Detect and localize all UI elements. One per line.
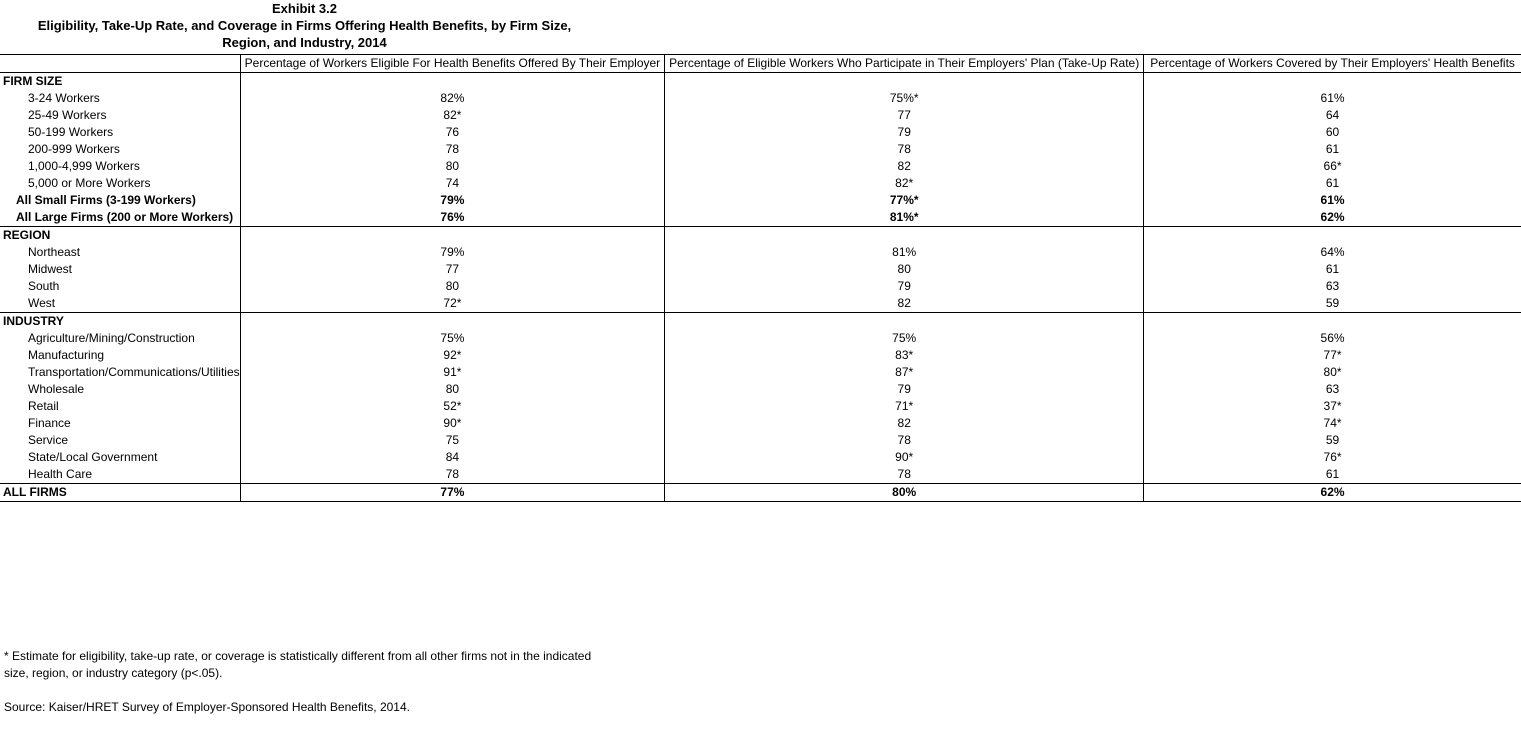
row-label: State/Local Government [0,449,240,466]
column-header-eligible: Percentage of Workers Eligible For Health Benefits Offered By Their Employer [240,55,665,73]
takeup-value: 87* [665,364,1144,381]
row-label: Service [0,432,240,449]
empty-cell [240,227,665,245]
covered-value: 63 [1325,279,1340,293]
column-header-row [0,55,1521,73]
eligible-value: 80 [445,159,460,173]
takeup-value: 81% [665,244,1144,261]
table-row [0,158,1521,175]
table-row [0,415,1521,432]
empty-cell [665,313,1144,331]
covered-value: 62% [1144,484,1521,502]
table-row [0,261,1521,278]
exhibit-number: Exhibit 3.2 [271,1,338,16]
takeup-value: 90* [665,449,1144,466]
takeup-value: 81%* [665,209,1144,227]
covered-value: 66* [1323,159,1342,173]
covered-value: 62% [1320,210,1345,224]
row-label: West [0,295,240,313]
table-row [0,432,1521,449]
eligible-value: 92* [443,348,462,362]
eligible-value: 82% [440,91,465,105]
table-row [0,466,1521,484]
eligible-value: 82* [443,108,462,122]
section-heading-label: REGION [0,227,240,245]
covered-value: 37* [1323,399,1342,413]
covered-value: 61% [1320,91,1345,105]
exhibit-title-line-2: Region, and Industry, 2014 [222,35,387,50]
eligible-value: 74 [445,176,460,190]
covered-value: 74* [1323,416,1342,430]
eligible-value: 90* [443,416,462,430]
row-label: All Small Firms (3-199 Workers) [0,192,240,209]
takeup-value: 71* [665,398,1144,415]
table-row [0,124,1521,141]
table-row [0,107,1521,124]
section-region [0,227,1521,245]
row-label: 3-24 Workers [0,90,240,107]
takeup-value: 75% [665,330,1144,347]
table-row [0,295,1521,313]
takeup-value: 82 [665,158,1144,175]
eligible-value: 79% [440,193,465,207]
section-firm-size [0,73,1521,91]
covered-value: 64 [1325,108,1340,122]
covered-value: 56% [1320,331,1345,345]
row-label: 1,000-4,999 Workers [0,158,240,175]
table-row [0,244,1521,261]
covered-value: 64% [1320,245,1345,259]
exhibit-title-block [0,0,609,51]
row-label: ALL FIRMS [0,484,240,502]
takeup-value: 82* [665,175,1144,192]
empty-cell [240,73,665,91]
covered-value: 59 [1325,433,1340,447]
takeup-value: 79 [665,381,1144,398]
covered-value: 77* [1323,348,1342,362]
section-heading-label: FIRM SIZE [0,73,240,91]
row-label: Manufacturing [0,347,240,364]
column-header-takeup: Percentage of Eligible Workers Who Participate in Their Employers' Plan (Take-Up Rate) [665,55,1144,73]
takeup-value: 82 [665,415,1144,432]
table-row [0,90,1521,107]
data-table [0,54,1521,502]
covered-value: 76* [1323,450,1342,464]
row-label: 50-199 Workers [0,124,240,141]
takeup-value: 78 [665,432,1144,449]
eligible-value: 76% [440,210,465,224]
covered-value: 80* [1323,365,1342,379]
empty-cell [1144,313,1521,331]
takeup-value: 75%* [665,90,1144,107]
table-row [0,347,1521,364]
row-label: All Large Firms (200 or More Workers) [0,209,240,227]
eligible-value: 84 [445,450,460,464]
eligible-value: 77 [445,262,460,276]
source-note: Source: Kaiser/HRET Survey of Employer-Sponsored Health Benefits, 2014. [4,700,410,714]
row-label: Wholesale [0,381,240,398]
covered-value: 61 [1325,467,1340,481]
eligible-value: 78 [445,467,460,481]
table-row [0,141,1521,158]
covered-value: 61 [1325,142,1340,156]
covered-value: 61 [1325,262,1340,276]
eligible-value: 76 [445,125,460,139]
eligible-value: 80 [445,279,460,293]
eligible-value: 72* [443,296,462,310]
table-row [0,381,1521,398]
empty-cell [665,73,1144,91]
empty-cell [665,227,1144,245]
covered-value: 61% [1320,193,1345,207]
eligible-value: 75% [440,331,465,345]
row-label: 25-49 Workers [0,107,240,124]
table-row [0,364,1521,381]
all-large-firms-row [0,209,1521,227]
covered-value: 59 [1325,296,1340,310]
takeup-value: 79 [665,278,1144,295]
exhibit-title-line-1: Eligibility, Take-Up Rate, and Coverage in Firms Offering Health Benefits, by Firm Size, [37,18,572,33]
takeup-value: 82 [665,295,1144,313]
eligible-value: 75 [445,433,460,447]
empty-cell [240,313,665,331]
eligible-value: 78 [445,142,460,156]
column-header-covered: Percentage of Workers Covered by Their Employers' Health Benefits [1144,55,1521,73]
row-label: 5,000 or More Workers [0,175,240,192]
eligible-value: 91* [443,365,462,379]
empty-cell [1144,227,1521,245]
row-label: Finance [0,415,240,432]
section-heading-label: INDUSTRY [0,313,240,331]
takeup-value: 78 [665,466,1144,484]
row-label: 200-999 Workers [0,141,240,158]
table-row [0,449,1521,466]
footnote [4,648,604,682]
footnote-text: * Estimate for eligibility, take-up rate, or coverage is statistically different from all other firms not in the indicated size, region, or industry category (p<.05). [4,649,592,680]
table-row [0,330,1521,347]
takeup-value: 80 [665,261,1144,278]
header-blank-cell [0,55,240,73]
takeup-value: 77%* [665,192,1144,209]
eligible-value: 79% [440,245,465,259]
all-firms-row [0,484,1521,502]
row-label: Retail [0,398,240,415]
covered-value: 63 [1325,382,1340,396]
row-label: Health Care [0,466,240,484]
empty-cell [1144,73,1521,91]
eligible-value: 52* [443,399,462,413]
table-row [0,175,1521,192]
table-row [0,278,1521,295]
all-small-firms-row [0,192,1521,209]
takeup-value: 83* [665,347,1144,364]
row-label: South [0,278,240,295]
covered-value: 61 [1325,176,1340,190]
takeup-value: 78 [665,141,1144,158]
row-label: Northeast [0,244,240,261]
row-label: Midwest [0,261,240,278]
section-industry [0,313,1521,331]
eligible-value: 77% [240,484,665,502]
takeup-value: 80% [665,484,1144,502]
takeup-value: 77 [665,107,1144,124]
takeup-value: 79 [665,124,1144,141]
eligible-value: 80 [445,382,460,396]
covered-value: 60 [1325,125,1340,139]
row-label: Agriculture/Mining/Construction [0,330,240,347]
table-row [0,398,1521,415]
row-label: Transportation/Communications/Utilities [0,364,240,381]
